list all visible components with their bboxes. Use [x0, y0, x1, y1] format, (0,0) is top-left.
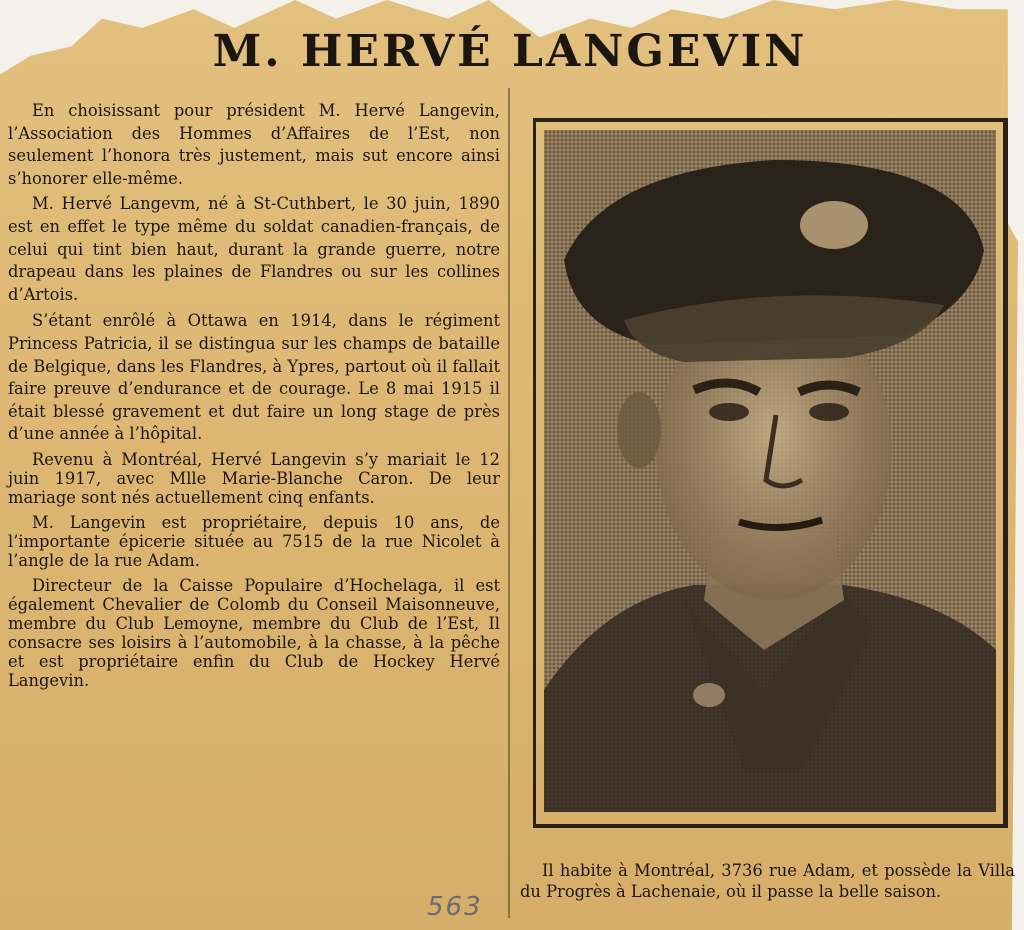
article-column	[8, 100, 500, 690]
portrait-illustration	[544, 130, 996, 812]
handwritten-number: 563	[427, 892, 483, 922]
paragraph-6: Directeur de la Caisse Populaire d’Hochelaga, il est également Chevalier de Colomb du Conseil Maisonneuve, membre du Club Lemoyne, membre du Club de l’Est, Il consacre ses loisirs à l’automobile, à la chasse, à la pêche et est propriétaire enfin du Club de Hockey Hervé Langevin.	[8, 575, 500, 690]
paragraph-3: S’étant enrôlé à Ottawa en 1914, dans le régiment Princess Patricia, il se distingua sur les champs de bataille de Belgique, dans les Flandres, à Ypres, partout où il fallait faire preuve d’endurance et de courage. Le 8 mai 1915 il était blessé gravement et dut faire un long stage de près d’une année à l’hôpital.	[8, 311, 500, 444]
paragraph-5: M. Langevin est propriétaire, depuis 10 ans, de l’importante épicerie située au 7515 de la rue Nicolet à l’angle de la rue Adam.	[8, 512, 500, 570]
paragraph-1: En choisissant pour président M. Hervé Langevin, l’Association des Hommes d’Affaires de l’Est, non seulement l’honora très justement, mais sut encore ainsi s’honorer elle-même.	[8, 101, 500, 188]
column-rule	[508, 88, 510, 918]
portrait-photo	[544, 130, 996, 812]
paragraph-2: M. Hervé Langevm, né à St-Cuthbert, le 30 juin, 1890 est en effet le type même du soldat canadien-français, de celui qui tint bien haut, durant la grande guerre, notre drapeau dans les plaines de Flandres ou sur les collines d’Artois.	[8, 194, 500, 304]
paragraph-4: Revenu à Montréal, Hervé Langevin s’y mariait le 12 juin 1917, avec Mlle Marie-Blanche Caron. De leur mariage sont nés actuellement cinq enfants.	[8, 449, 500, 507]
headline: M. HERVÉ LANGEVIN	[212, 26, 808, 77]
photo-caption: Il habite à Montréal, 3736 rue Adam, et possède la Villa du Progrès à Lachenaie, où il passe la belle saison.	[520, 861, 1015, 901]
